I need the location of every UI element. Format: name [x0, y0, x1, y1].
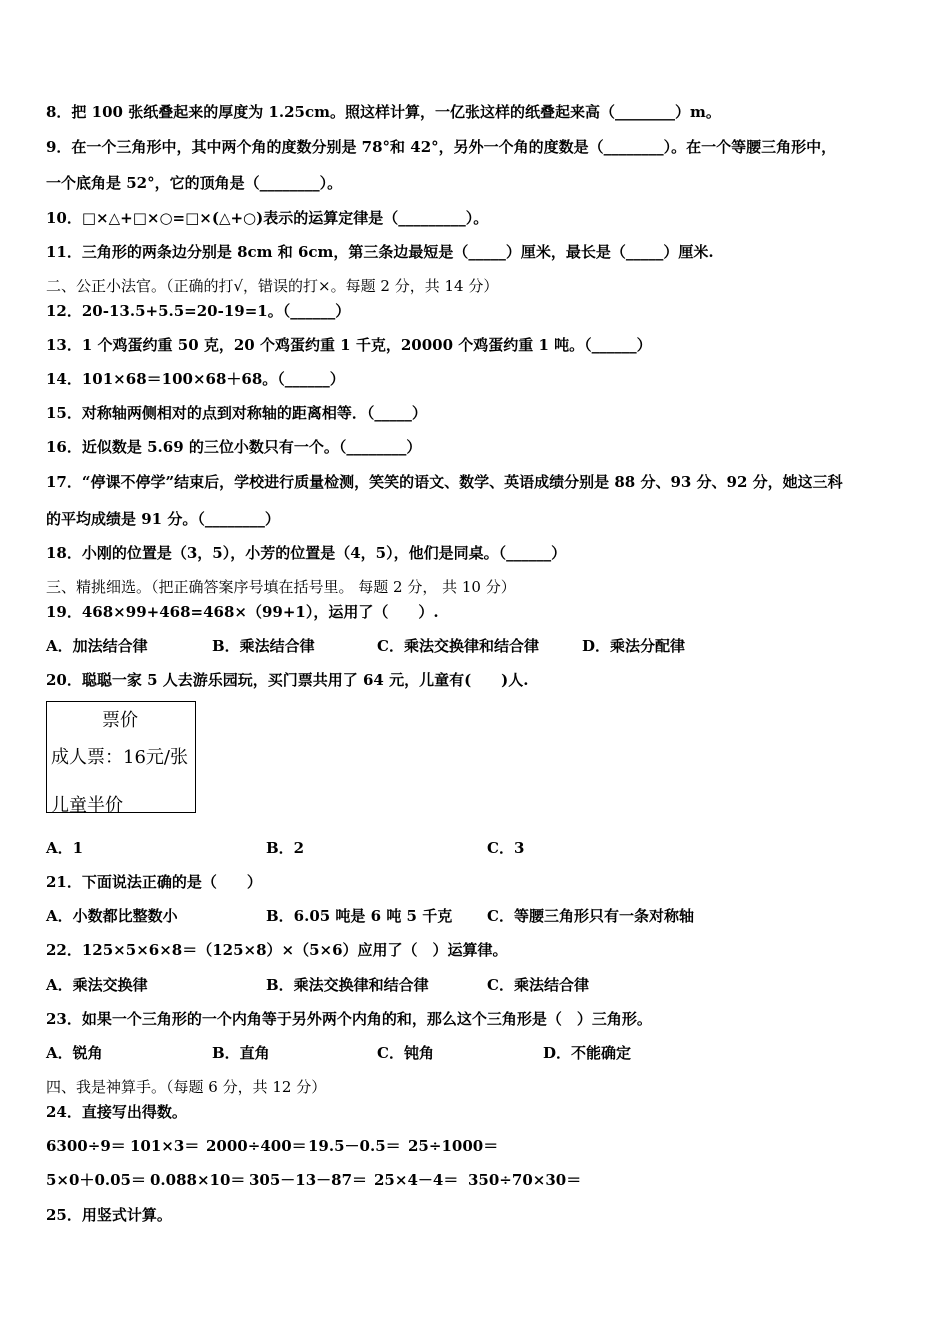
q22-option-b: B．乘法交换律和结合律 — [266, 976, 429, 994]
q23-option-d: D．不能确定 — [543, 1044, 632, 1062]
q15: 15．对称轴两侧相对的点到对称轴的距离相等．（_____） — [46, 404, 427, 422]
calc-item: 5×0＋0.05＝ — [46, 1171, 146, 1189]
ticket-title: 票价 — [102, 710, 138, 731]
q21-option-a: A．小数都比整数小 — [46, 907, 178, 925]
calc-item: 25×4－4＝ — [374, 1171, 459, 1189]
q22-option-a: A．乘法交换律 — [46, 976, 148, 994]
q20-option-a: A．1 — [46, 839, 84, 857]
section-3-title: 三、精挑细选。（把正确答案序号填在括号里。 每题 2 分， 共 10 分） — [46, 578, 516, 596]
ticket-child-price: 儿童半价 — [51, 795, 123, 816]
q21-option-b: B．6.05 吨是 6 吨 5 千克 — [266, 907, 453, 925]
q23-option-b: B．直角 — [212, 1044, 270, 1062]
q20: 20．聪聪一家 5 人去游乐园玩，买门票共用了 64 元，儿童有( )人. — [46, 671, 529, 689]
q9-line2: 一个底角是 52°，它的顶角是（________）。 — [46, 174, 343, 192]
calc-item: 19.5－0.5＝ — [308, 1137, 401, 1155]
ticket-price-box — [46, 701, 196, 816]
q9-line1: 9．在一个三角形中，其中两个角的度数分别是 78°和 42°，另外一个角的度数是（________）。在一个等腰三角形中， — [46, 138, 837, 156]
q24: 24．直接写出得数。 — [46, 1103, 187, 1121]
calc-item: 305－13－87＝ — [249, 1171, 368, 1189]
q16: 16．近似数是 5.69 的三位小数只有一个。（________） — [46, 438, 422, 456]
q8: 8．把 100 张纸叠起来的厚度为 1.25cm。照这样计算，一亿张这样的纸叠起来高（________）m。 — [46, 103, 721, 121]
q10: 10．□×△+□×○=□×(△+○)表示的运算定律是（_________）。 — [46, 209, 489, 227]
q23-option-c: C．钝角 — [377, 1044, 434, 1062]
q14: 14．101×68＝100×68＋68。（______） — [46, 370, 345, 388]
q23: 23．如果一个三角形的一个内角等于另外两个内角的和，那么这个三角形是（ ）三角形。 — [46, 1010, 652, 1028]
q22-option-c: C．乘法结合律 — [487, 976, 589, 994]
section-2-title: 二、公正小法官。（正确的打√，错误的打×。每题 2 分，共 14 分） — [46, 277, 499, 295]
q25: 25．用竖式计算。 — [46, 1206, 172, 1224]
q20-option-b: B．2 — [266, 839, 305, 857]
q19-option-b: B．乘法结合律 — [212, 637, 315, 655]
calc-item: 0.088×10＝ — [150, 1171, 246, 1189]
q17-line1: 17．“停课不停学”结束后，学校进行质量检测，笑笑的语文、数学、英语成绩分别是 88 分、93 分、92 分，她这三科 — [46, 473, 843, 491]
q17-line2: 的平均成绩是 91 分。（________） — [46, 510, 280, 528]
q23-option-a: A．锐角 — [46, 1044, 103, 1062]
q22: 22．125×5×6×8＝（125×8）×（5×6）应用了（ ）运算律。 — [46, 941, 508, 959]
calc-item: 101×3＝ — [130, 1137, 200, 1155]
q19-option-d: D．乘法分配律 — [582, 637, 686, 655]
q19: 19．468×99+468=468×（99+1），运用了（ ）. — [46, 603, 439, 621]
q13: 13．1 个鸡蛋约重 50 克，20 个鸡蛋约重 1 千克，20000 个鸡蛋约重 1 吨。（______） — [46, 336, 652, 354]
q19-option-a: A．加法结合律 — [46, 637, 148, 655]
calc-item: 6300÷9＝ — [46, 1137, 126, 1155]
q18: 18．小刚的位置是（3，5），小芳的位置是（4，5），他们是同桌。（______） — [46, 544, 567, 562]
calc-item: 350÷70×30＝ — [468, 1171, 582, 1189]
q11: 11．三角形的两条边分别是 8cm 和 6cm，第三条边最短是（_____）厘米，最长是（_____）厘米. — [46, 243, 714, 261]
calc-item: 25÷1000＝ — [408, 1137, 499, 1155]
calc-item: 2000÷400＝ — [206, 1137, 307, 1155]
section-4-title: 四、我是神算手。（每题 6 分，共 12 分） — [46, 1078, 327, 1096]
q21-option-c: C．等腰三角形只有一条对称轴 — [487, 907, 694, 925]
q19-option-c: C．乘法交换律和结合律 — [377, 637, 539, 655]
q12: 12．20-13.5+5.5=20-19=1。（______） — [46, 302, 351, 320]
q21: 21．下面说法正确的是（ ） — [46, 873, 262, 891]
q20-option-c: C．3 — [487, 839, 525, 857]
ticket-adult-price: 成人票：16元/张 — [51, 747, 188, 768]
